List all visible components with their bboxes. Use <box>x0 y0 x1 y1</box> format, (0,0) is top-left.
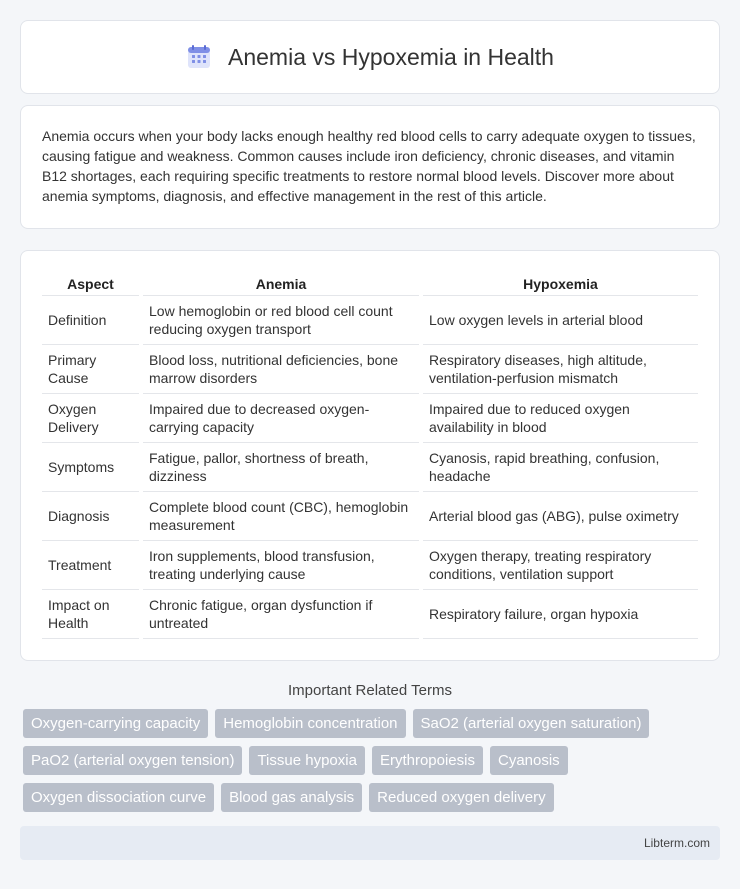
comparison-card <box>20 250 720 661</box>
related-term-tag[interactable]: Tissue hypoxia <box>249 746 365 775</box>
table-row <box>42 541 698 590</box>
cell-hypoxemia: Respiratory failure, organ hypoxia <box>423 590 698 639</box>
related-term-tag[interactable]: Erythropoiesis <box>372 746 483 775</box>
cell-aspect: Oxygen Delivery <box>42 394 139 443</box>
cell-anemia: Low hemoglobin or red blood cell count reducing oxygen transport <box>143 296 419 345</box>
intro-card <box>20 105 720 229</box>
cell-anemia: Blood loss, nutritional deficiencies, bone marrow disorders <box>143 345 419 394</box>
header-hypoxemia: Hypoxemia <box>423 270 698 296</box>
page-title: Anemia vs Hypoxemia in Health <box>228 43 554 70</box>
related-terms-list <box>20 709 720 812</box>
table-row <box>42 296 698 345</box>
footer-site-link[interactable]: Libterm.com <box>643 836 710 850</box>
cell-hypoxemia: Cyanosis, rapid breathing, confusion, headache <box>423 443 698 492</box>
header-anemia: Anemia <box>143 270 419 296</box>
calendar-grid-icon <box>186 44 212 70</box>
cell-aspect: Impact on Health <box>42 590 139 639</box>
related-term-tag[interactable]: Hemoglobin concentration <box>215 709 405 738</box>
cell-anemia: Complete blood count (CBC), hemoglobin measurement <box>143 492 419 541</box>
cell-anemia: Chronic fatigue, organ dysfunction if untreated <box>143 590 419 639</box>
related-term-tag[interactable]: Blood gas analysis <box>221 783 362 812</box>
cell-hypoxemia: Respiratory diseases, high altitude, ventilation-perfusion mismatch <box>423 345 698 394</box>
intro-text: Anemia occurs when your body lacks enough healthy red blood cells to carry adequate oxygen to tissues, causing fatigue and weakness. Common causes include iron deficiency, chronic diseases, and vitamin B12 shortages, each requiring specific treatments to restore normal blood levels. Discover more about anemia symptoms, diagnosis, and effective management in the rest of this article. <box>42 128 696 204</box>
footer <box>20 826 720 860</box>
cell-hypoxemia: Oxygen therapy, treating respiratory conditions, ventilation support <box>423 541 698 590</box>
header-card <box>20 20 720 94</box>
cell-aspect: Symptoms <box>42 443 139 492</box>
table-row <box>42 590 698 639</box>
related-term-tag[interactable]: Reduced oxygen delivery <box>369 783 553 812</box>
table-row <box>42 394 698 443</box>
related-term-tag[interactable]: PaO2 (arterial oxygen tension) <box>23 746 242 775</box>
cell-aspect: Diagnosis <box>42 492 139 541</box>
comparison-table <box>38 270 702 639</box>
related-term-tag[interactable]: Oxygen dissociation curve <box>23 783 214 812</box>
table-row <box>42 345 698 394</box>
header-aspect: Aspect <box>42 270 139 296</box>
related-term-tag[interactable]: SaO2 (arterial oxygen saturation) <box>413 709 650 738</box>
table-row <box>42 492 698 541</box>
cell-aspect: Definition <box>42 296 139 345</box>
related-term-tag[interactable]: Oxygen-carrying capacity <box>23 709 208 738</box>
table-header-row <box>42 270 698 296</box>
related-terms-title: Important Related Terms <box>288 682 452 699</box>
cell-aspect: Primary Cause <box>42 345 139 394</box>
cell-anemia: Impaired due to decreased oxygen-carrying capacity <box>143 394 419 443</box>
cell-hypoxemia: Arterial blood gas (ABG), pulse oximetry <box>423 492 698 541</box>
cell-hypoxemia: Low oxygen levels in arterial blood <box>423 296 698 345</box>
cell-anemia: Fatigue, pallor, shortness of breath, dizziness <box>143 443 419 492</box>
cell-aspect: Treatment <box>42 541 139 590</box>
table-row <box>42 443 698 492</box>
related-term-tag[interactable]: Cyanosis <box>490 746 568 775</box>
cell-hypoxemia: Impaired due to reduced oxygen availability in blood <box>423 394 698 443</box>
cell-anemia: Iron supplements, blood transfusion, treating underlying cause <box>143 541 419 590</box>
